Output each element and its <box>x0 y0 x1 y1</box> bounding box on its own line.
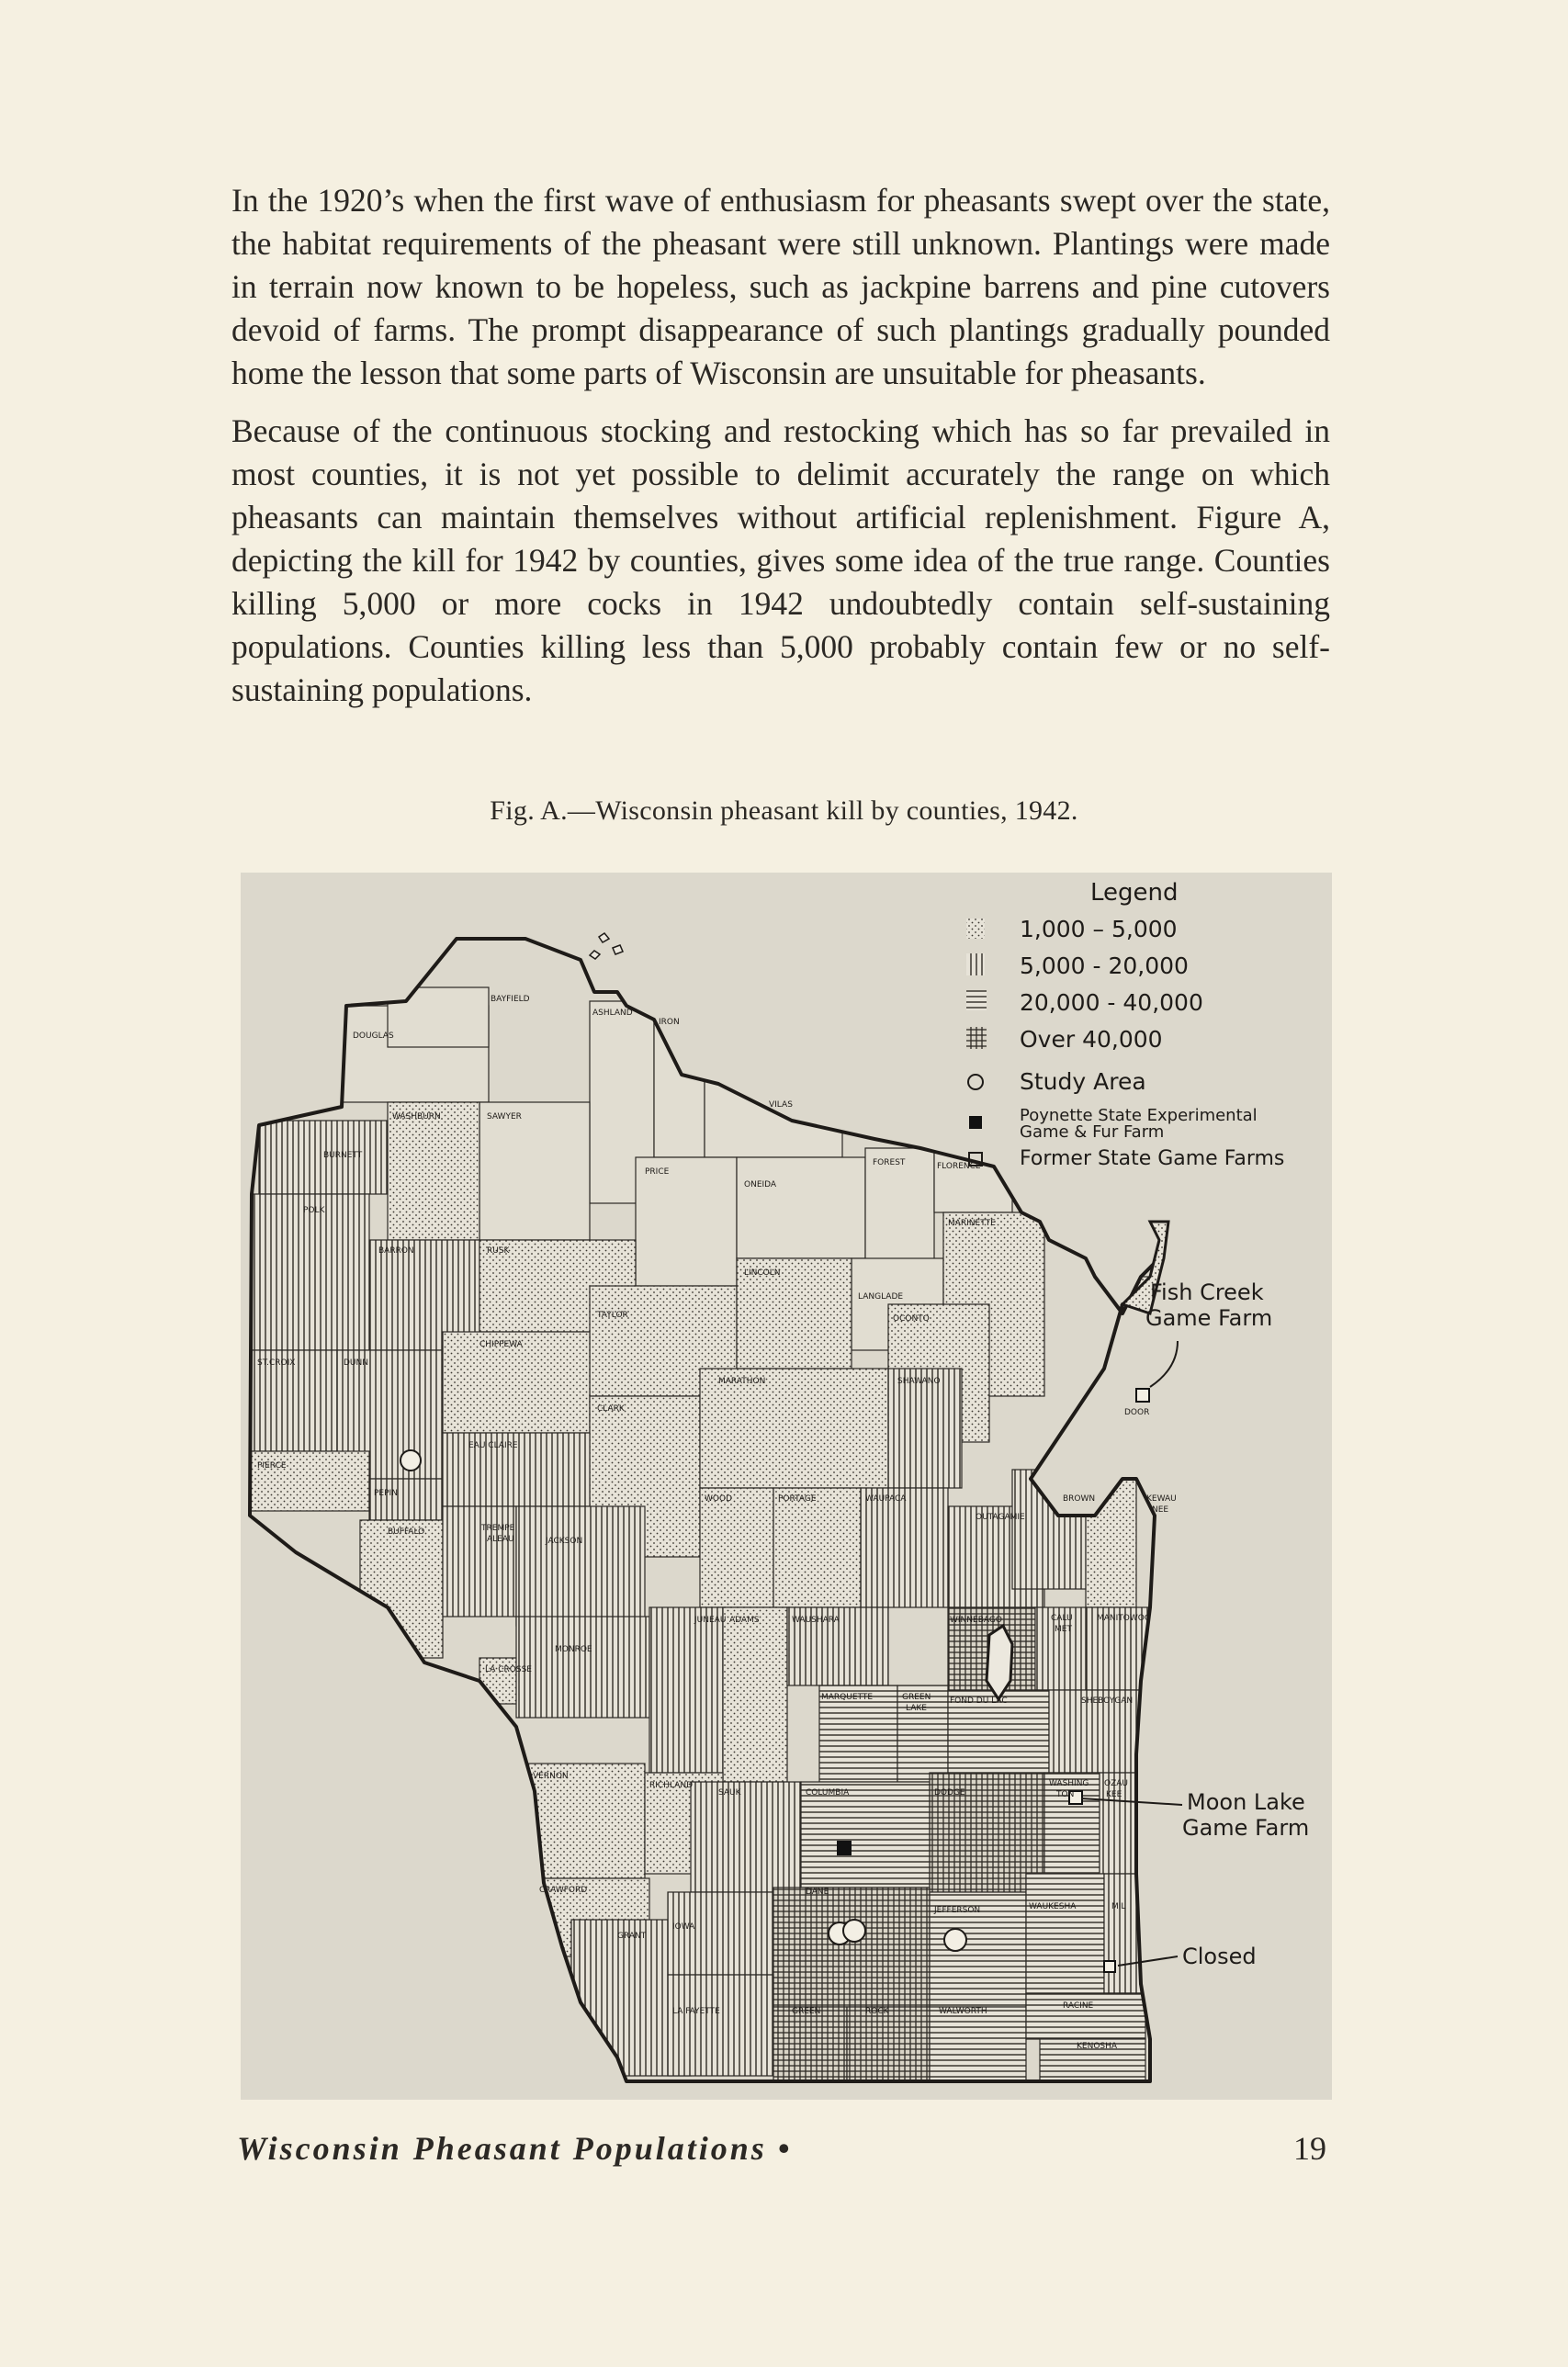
county-waukesha <box>1026 1874 1104 1993</box>
label-milwaukee: MIL <box>1111 1902 1126 1911</box>
county-racine <box>1026 1993 1145 2039</box>
legend-swatch-vertical <box>966 953 985 975</box>
county-price <box>636 1157 737 1286</box>
label-forest: FOREST <box>873 1158 906 1167</box>
label-sheboygan: SHEBOYGAN <box>1081 1696 1134 1706</box>
label-winnebago: WINNEBAGO <box>950 1616 1002 1625</box>
county-sauk <box>691 1782 801 1892</box>
label-jackson: JACKSON <box>546 1537 583 1546</box>
fish-creek-label-2: Game Farm <box>1145 1305 1273 1331</box>
label-dodge: DODGE <box>934 1788 965 1798</box>
county-dane <box>773 1888 930 2007</box>
label-brown: BROWN <box>1063 1494 1096 1504</box>
label-greenlake-2: LAKE <box>906 1704 927 1713</box>
county-portage <box>773 1488 861 1607</box>
label-clark: CLARK <box>597 1404 625 1414</box>
legend-swatch-filled-square <box>969 1116 982 1129</box>
label-lincoln: LINCOLN <box>744 1268 781 1278</box>
legend-label-dots: 1,000 – 5,000 <box>1020 916 1178 942</box>
county-green <box>773 2007 847 2080</box>
label-fonddulac: FOND DU LAC <box>950 1696 1008 1706</box>
label-ashland: ASHLAND <box>592 1009 633 1018</box>
label-rock: ROCK <box>865 2007 889 2016</box>
legend-swatch-horizontal <box>966 990 987 1010</box>
label-marinette: MARINETTE <box>948 1219 996 1228</box>
label-oneida: ONEIDA <box>744 1180 777 1189</box>
county-rock <box>847 2007 930 2080</box>
legend-swatch-dots <box>966 919 985 939</box>
county-pepin <box>369 1479 443 1520</box>
legend-label-vertical: 5,000 - 20,000 <box>1020 952 1189 979</box>
label-kewaunee-2: NEE <box>1152 1505 1169 1515</box>
label-rusk: RUSK <box>487 1246 510 1256</box>
study-area-circle-jefferson <box>944 1929 966 1951</box>
label-shawano: SHAWANO <box>897 1377 941 1386</box>
label-langlade: LANGLADE <box>858 1292 904 1302</box>
poynette-game-farm-marker <box>837 1841 852 1855</box>
label-adams: ADAMS <box>729 1616 760 1625</box>
label-pepin: PEPIN <box>374 1489 398 1498</box>
legend-label-study-area: Study Area <box>1020 1068 1146 1095</box>
label-jefferson: JEFFERSON <box>934 1906 981 1915</box>
legend-label-horizontal: 20,000 - 40,000 <box>1020 989 1203 1016</box>
label-green: GREEN <box>792 2007 821 2016</box>
label-ozaukee-1: OZAU <box>1104 1779 1128 1788</box>
label-sauk: SAUK <box>718 1788 741 1798</box>
fish-creek-label-1: Fish Creek <box>1150 1279 1264 1305</box>
label-dunn: DUNN <box>344 1358 368 1368</box>
page-number: 19 <box>1293 2130 1326 2167</box>
county-iowa <box>668 1892 773 1975</box>
moon-lake-label-2: Game Farm <box>1182 1815 1310 1841</box>
label-chippewa: CHIPPEWA <box>479 1340 523 1349</box>
figure-caption: Fig. A.—Wisconsin pheasant kill by counties, 1942. <box>490 795 1078 826</box>
label-monroe: MONROE <box>555 1645 592 1654</box>
label-racine: RACINE <box>1063 2001 1094 2011</box>
label-sawyer: SAWYER <box>487 1112 522 1122</box>
label-price: PRICE <box>645 1167 670 1177</box>
label-washburn: WASHBURN <box>392 1112 441 1122</box>
legend-swatch-grid <box>966 1027 987 1049</box>
county-lafayette <box>668 1975 773 2076</box>
county-sawyer <box>479 1102 590 1240</box>
county-shawano <box>888 1369 962 1488</box>
legend-label-poynette-1: Poynette State Experimental <box>1020 1106 1258 1125</box>
county-adams <box>723 1607 787 1782</box>
label-washington-2: TON <box>1056 1790 1075 1799</box>
label-walworth: WALWORTH <box>939 2007 987 2016</box>
legend-label-poynette-2: Game & Fur Farm <box>1020 1122 1165 1142</box>
paragraph-1: In the 1920’s when the first wave of enthusiasm for pheasants swept over the state, the habitat requirements of the pheasant were still unknown. Plantings were made in terrain now known to be hopeless, such as jackpine barrens and pine cutovers devoid of farms. The prompt disappearance of such plantings gradually pounded home the lesson that some parts of Wisconsin are unsuitable for pheasants. <box>231 182 1330 391</box>
label-iron: IRON <box>659 1018 680 1027</box>
county-polk <box>250 1194 369 1350</box>
study-area-circle-dane-2 <box>843 1920 865 1942</box>
county-columbia <box>801 1782 930 1888</box>
label-waupaca: WAUPACA <box>865 1494 907 1504</box>
label-lafayette: LA FAYETTE <box>672 2007 720 2016</box>
label-trempealeau-2: ALEAU <box>487 1535 514 1544</box>
label-lacrosse: LA CROSSE <box>485 1665 532 1674</box>
legend-label-former-farms: Former State Game Farms <box>1020 1147 1285 1170</box>
label-taylor: TAYLOR <box>597 1311 628 1320</box>
county-marathon <box>700 1369 888 1488</box>
label-eauclaire: EAU CLAIRE <box>468 1441 518 1450</box>
label-trempealeau-1: TREMPE <box>481 1524 515 1533</box>
label-calumet-1: CALU <box>1051 1614 1073 1623</box>
label-ozaukee-2: KEE <box>1106 1790 1122 1799</box>
label-stcroix: ST.CROIX <box>257 1358 296 1368</box>
label-grant: GRANT <box>617 1932 647 1941</box>
label-calumet-2: MET <box>1055 1625 1072 1634</box>
label-iowa: IOWA <box>672 1922 695 1932</box>
label-florence: FLORENCE <box>937 1162 981 1171</box>
label-waushara: WAUSHARA <box>792 1616 840 1625</box>
county-oneida <box>737 1157 865 1258</box>
county-washburn <box>388 1102 479 1240</box>
label-columbia: COLUMBIA <box>806 1788 850 1798</box>
label-oconto: OCONTO <box>893 1314 930 1324</box>
body-text <box>231 179 1330 727</box>
label-burnett: BURNETT <box>323 1151 363 1160</box>
county-juneau <box>649 1607 723 1773</box>
label-washington-1: WASHING <box>1049 1779 1089 1788</box>
legend-label-grid: Over 40,000 <box>1020 1026 1163 1053</box>
label-kenosha: KENOSHA <box>1077 2042 1118 2051</box>
label-juneau: JUNEAU <box>694 1616 727 1625</box>
county-walworth <box>930 2007 1026 2080</box>
county-wood <box>700 1488 773 1607</box>
label-portage: PORTAGE <box>778 1494 817 1504</box>
label-barron: BARRON <box>378 1246 414 1256</box>
label-door: DOOR <box>1124 1408 1150 1417</box>
label-douglas: DOUGLAS <box>353 1031 394 1041</box>
moon-lake-label-1: Moon Lake <box>1187 1789 1305 1815</box>
closed-game-farm-marker <box>1104 1961 1115 1972</box>
label-richland: RICHLAND <box>649 1781 693 1790</box>
label-pierce: PIERCE <box>257 1461 287 1471</box>
label-vilas: VILAS <box>769 1100 793 1110</box>
fish-creek-game-farm-marker <box>1136 1389 1149 1402</box>
label-greenlake-1: GREEN <box>902 1693 931 1702</box>
county-pierce <box>250 1451 369 1511</box>
study-area-circle-dunn <box>400 1450 421 1471</box>
wisconsin-county-map <box>241 873 1332 2100</box>
label-outagamie: OUTAGAMIE <box>976 1513 1025 1522</box>
label-wood: WOOD <box>705 1494 732 1504</box>
running-footer-title: Wisconsin Pheasant Populations • <box>237 2130 793 2167</box>
label-marquette: MARQUETTE <box>821 1693 874 1702</box>
closed-label: Closed <box>1182 1944 1257 1969</box>
label-bayfield: BAYFIELD <box>491 995 530 1004</box>
label-buffalo: BUFFALO <box>388 1527 425 1537</box>
county-trempealeau <box>443 1506 516 1617</box>
paragraph-2: Because of the continuous stocking and restocking which has so far prevailed in most counties, it is not yet possible to delimit accurately the range on which pheasants can maintain themselves without artificial replenishment. Figure A, depicting the kill for 1942 by counties, gives some idea of the true range. Counties killing 5,000 or more cocks in 1942 undoubtedly contain self-sustaining populations. Counties killing less than 5,000 probably contain few or no self-sustaining populations. <box>231 412 1330 708</box>
label-polk: POLK <box>303 1206 325 1215</box>
label-waukesha: WAUKESHA <box>1029 1902 1077 1911</box>
label-crawford: CRAWFORD <box>539 1886 588 1895</box>
county-waupaca <box>861 1488 948 1607</box>
label-dane: DANE <box>806 1888 829 1897</box>
legend-title: Legend <box>1090 879 1179 907</box>
label-vernon: VERNON <box>533 1772 569 1781</box>
county-jackson <box>516 1506 645 1626</box>
label-manitowoc: MANITOWOC <box>1097 1614 1151 1623</box>
label-marathon: MARATHON <box>718 1377 766 1386</box>
label-kewaunee-1: KEWAU <box>1146 1494 1177 1504</box>
county-monroe <box>516 1617 649 1718</box>
